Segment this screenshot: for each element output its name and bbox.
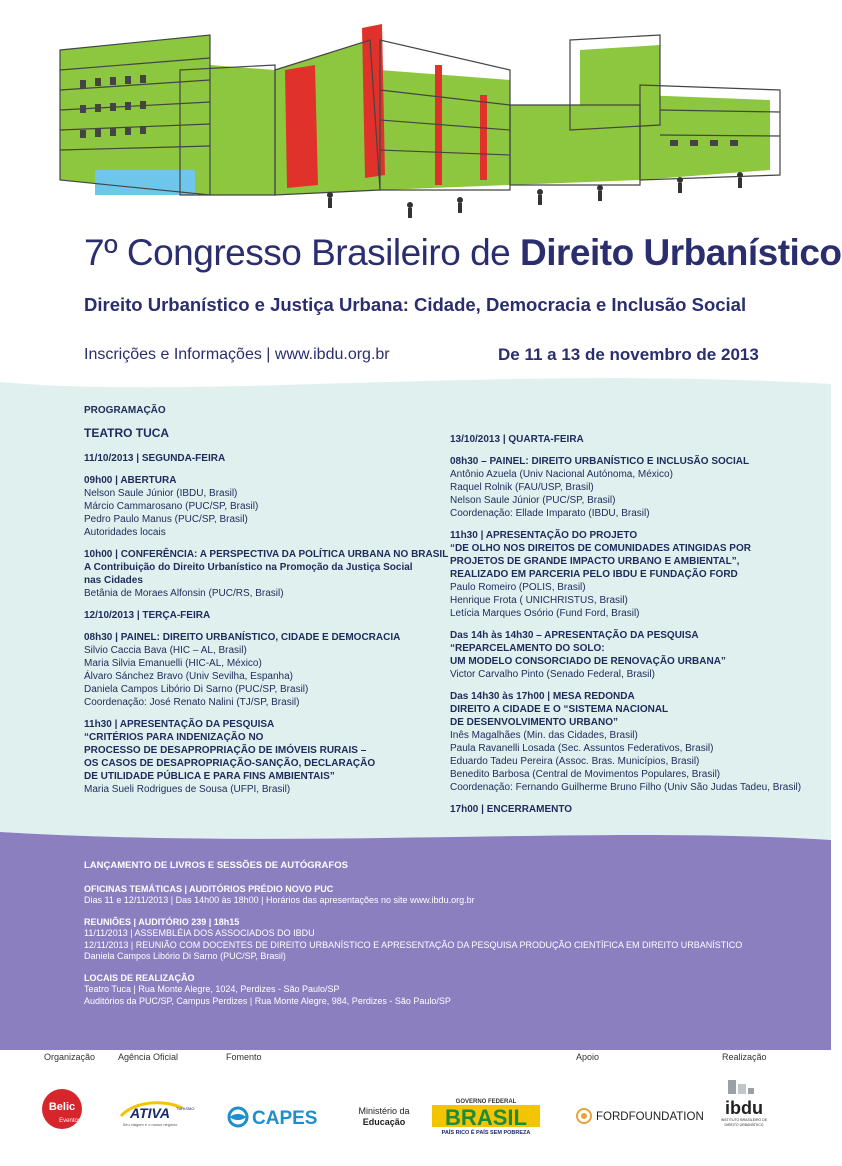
label-fomento: Fomento bbox=[226, 1052, 262, 1062]
block-text-line: Coordenação: José Renato Nalini (TJ/SP, Brasil) bbox=[84, 697, 300, 708]
block-text-line: Paula Ravanelli Losada (Sec. Assuntos Federativos, Brasil) bbox=[450, 743, 714, 754]
congress-subtitle: Direito Urbanístico e Justiça Urbana: Cidade, Democracia e Inclusão Social bbox=[84, 294, 747, 315]
ativa-logo bbox=[116, 1098, 195, 1130]
book-launch-heading: LANÇAMENTO DE LIVROS E SESSÕES DE AUTÓGRAFOS bbox=[84, 860, 348, 871]
program-block bbox=[84, 548, 449, 600]
venue-heading: TEATRO TUCA bbox=[84, 426, 170, 440]
block-heading-line: 11h30 | APRESENTAÇÃO DO PROJETO bbox=[450, 530, 638, 541]
block-text-line: Auditórios da PUC/SP, Campus Perdizes | Rua Monte Alegre, 984, Perdizes - São Paulo/SP bbox=[84, 995, 451, 1006]
block-text-line: 11/11/2013 | ASSEMBLÉIA DOS ASSOCIADOS DO IBDU bbox=[84, 928, 315, 938]
block-text-line: Daniela Campos Libório Di Sarno (PUC/SP, Brasil) bbox=[84, 951, 286, 961]
label-realizacao: Realização bbox=[722, 1052, 767, 1062]
ativa-sub-text: TURISMO bbox=[176, 1106, 195, 1111]
block-heading-line: “DE OLHO NOS DIREITOS DE COMUNIDADES ATINGIDAS POR bbox=[450, 543, 751, 554]
block-text-line: 12/11/2013 | REUNIÃO COM DOCENTES DE DIREITO URBANÍSTICO E APRESENTAÇÃO DA PESQUISA PRODUÇÃO CIENTÍFICA EM DIREITO URBANÍSTICO bbox=[84, 939, 743, 950]
block-text-line: Silvio Caccia Bava (HIC – AL, Brasil) bbox=[84, 645, 247, 656]
block-heading-line: LOCAIS DE REALIZAÇÃO bbox=[84, 972, 195, 983]
program-block bbox=[84, 884, 804, 907]
program-block bbox=[84, 452, 434, 465]
block-heading-line: 09h00 | ABERTURA bbox=[84, 475, 177, 486]
program-block bbox=[84, 609, 434, 622]
ibdu-text: ibdu bbox=[725, 1098, 763, 1118]
block-text-line: Victor Carvalho Pinto (Senado Federal, Brasil) bbox=[450, 669, 655, 680]
right-program-blocks bbox=[450, 433, 810, 816]
brasil-top-text: GOVERNO FEDERAL bbox=[455, 1099, 517, 1105]
block-heading-line: 10h00 | CONFERÊNCIA: A PERSPECTIVA DA POLÍTICA URBANA NO BRASIL bbox=[84, 549, 449, 560]
block-heading-line: nas Cidades bbox=[84, 575, 143, 586]
block-text-line: Maria Silvia Emanuelli (HIC-AL, México) bbox=[84, 658, 262, 669]
block-text-line: Márcio Cammarosano (PUC/SP, Brasil) bbox=[84, 501, 259, 512]
block-heading-line: OS CASOS DE DESAPROPRIAÇÃO-SANÇÃO, DECLARAÇÃO bbox=[84, 758, 376, 769]
block-heading-line: REALIZADO EM PARCERIA PELO IBDU E FUNDAÇÃO FORD bbox=[450, 569, 738, 580]
block-text-line: Inês Magalhães (Min. das Cidades, Brasil) bbox=[450, 730, 638, 741]
ativa-text: ATIVA bbox=[130, 1105, 170, 1121]
program-right-column bbox=[450, 433, 810, 825]
block-text-line: Maria Sueli Rodrigues de Sousa (UFPI, Brasil) bbox=[84, 784, 291, 795]
city-buildings-illustration bbox=[40, 10, 800, 230]
program-block bbox=[84, 631, 434, 709]
event-blocks bbox=[84, 884, 804, 1008]
ibdu-sub-line-1: INSTITUTO BRASILEIRO DE bbox=[720, 1118, 768, 1122]
left-program-blocks bbox=[84, 452, 449, 796]
program-block bbox=[450, 629, 810, 681]
block-heading-line: 08h30 – PAINEL: DIREITO URBANÍSTICO E INCLUSÃO SOCIAL bbox=[450, 456, 750, 467]
block-heading-line: DE DESENVOLVIMENTO URBANO” bbox=[450, 717, 618, 728]
ministerio-logo bbox=[352, 1106, 416, 1128]
block-text-line: Coordenação: Fernando Guilherme Bruno Filho (Univ São Judas Tadeu, Brasil) bbox=[450, 782, 802, 793]
block-heading-line: “REPARCELAMENTO DO SOLO: bbox=[450, 643, 605, 654]
belic-text: Belic bbox=[48, 1101, 76, 1113]
block-heading-line: A Contribuição do Direito Urbanístico na Promoção da Justiça Social bbox=[84, 562, 413, 573]
capes-text: CAPES bbox=[252, 1108, 318, 1129]
block-text-line: Nelson Saule Júnior (IBDU, Brasil) bbox=[84, 488, 238, 499]
block-heading-line: DIREITO A CIDADE E O “SISTEMA NACIONAL bbox=[450, 704, 669, 715]
block-heading-line: “CRITÉRIOS PARA INDENIZAÇÃO NO bbox=[84, 732, 264, 743]
program-left-column bbox=[84, 404, 449, 805]
ibdu-sub-line-2: DIREITO URBANÍSTICO bbox=[724, 1123, 764, 1127]
block-heading-line: 13/10/2013 | QUARTA-FEIRA bbox=[450, 434, 584, 445]
congress-title: 7º Congresso Brasileiro de Direito Urbanístico bbox=[84, 232, 842, 273]
block-text-line: Paulo Romeiro (POLIS, Brasil) bbox=[450, 582, 586, 593]
program-block bbox=[84, 718, 434, 796]
block-heading-line: 11/10/2013 | SEGUNDA-FEIRA bbox=[84, 453, 226, 464]
block-text-line: Pedro Paulo Manus (PUC/SP, Brasil) bbox=[84, 514, 248, 525]
block-text-line: Benedito Barbosa (Central de Movimentos Populares, Brasil) bbox=[450, 769, 721, 780]
brasil-text: BRASIL bbox=[445, 1105, 527, 1130]
program-block bbox=[84, 474, 434, 539]
block-text-line: Autoridades locais bbox=[84, 527, 166, 538]
block-heading-line: OFICINAS TEMÁTICAS | AUDITÓRIOS PRÉDIO NOVO PUC bbox=[84, 883, 334, 894]
belic-logo bbox=[40, 1088, 90, 1130]
block-heading-line: REUNIÕES | AUDITÓRIO 239 | 18h15 bbox=[84, 916, 240, 927]
block-heading-line: PROJETOS DE GRANDE IMPACTO URBANO E AMBIENTAL”, bbox=[450, 556, 740, 567]
ibdu-logo bbox=[718, 1078, 772, 1130]
block-text-line: Dias 11 e 12/11/2013 | Das 14h00 às 18h00 | Horários das apresentações no site www.ibdu.org.br bbox=[84, 895, 475, 905]
block-heading-line: UM MODELO CONSORCIADO DE RENOVAÇÃO URBANA” bbox=[450, 656, 726, 667]
governo-federal-brasil-logo bbox=[430, 1096, 542, 1136]
ford-foundation-logo bbox=[574, 1104, 704, 1128]
block-heading-line: DE UTILIDADE PÚBLICA E PARA FINS AMBIENTAIS” bbox=[84, 771, 335, 782]
registration-info: Inscrições e Informações | www.ibdu.org.br bbox=[84, 346, 390, 363]
program-block bbox=[84, 917, 804, 963]
block-text-line: Nelson Saule Júnior (PUC/SP, Brasil) bbox=[450, 495, 616, 506]
block-text-line: Antônio Azuela (Univ Nacional Autónoma, México) bbox=[450, 469, 673, 480]
block-text-line: Teatro Tuca | Rua Monte Alegre, 1024, Perdizes - São Paulo/SP bbox=[84, 984, 340, 994]
label-organizacao: Organização bbox=[44, 1052, 96, 1062]
block-heading-line: Das 14h30 às 17h00 | MESA REDONDA bbox=[450, 691, 635, 702]
block-text-line: Raquel Rolnik (FAU/USP, Brasil) bbox=[450, 482, 594, 493]
block-heading-line: PROCESSO DE DESAPROPRIAÇÃO DE IMÓVEIS RURAIS – bbox=[84, 745, 367, 756]
block-heading-line: Das 14h às 14h30 – APRESENTAÇÃO DA PESQUISA bbox=[450, 630, 699, 641]
block-heading-line: 12/10/2013 | TERÇA-FEIRA bbox=[84, 610, 211, 621]
block-text-line: Letícia Marques Osório (Fund Ford, Brasil) bbox=[450, 608, 640, 619]
program-block bbox=[450, 803, 810, 816]
brasil-tagline: PAÍS RICO É PAÍS SEM POBREZA bbox=[441, 1130, 531, 1136]
belic-sub-text: Eventos bbox=[59, 1118, 81, 1124]
label-agencia: Agência Oficial bbox=[118, 1052, 179, 1062]
program-heading: PROGRAMAÇÃO bbox=[84, 405, 166, 416]
block-heading-line: 11h30 | APRESENTAÇÃO DA PESQUISA bbox=[84, 719, 275, 730]
capes-logo bbox=[226, 1104, 338, 1130]
event-dates: De 11 a 13 de novembro de 2013 bbox=[498, 345, 759, 364]
block-text-line: Coordenação: Ellade Imparato (IBDU, Brasil) bbox=[450, 508, 650, 519]
block-text-line: Betânia de Moraes Alfonsin (PUC/RS, Brasil) bbox=[84, 588, 284, 599]
ford-text: FORDFOUNDATION bbox=[596, 1111, 704, 1123]
label-apoio: Apoio bbox=[576, 1052, 600, 1062]
block-text-line: Daniela Campos Libório Di Sarno (PUC/SP, Brasil) bbox=[84, 684, 309, 695]
ministerio-line-1: Ministério da bbox=[358, 1106, 410, 1116]
block-text-line: Henrique Frota ( UNICHRISTUS, Brasil) bbox=[450, 595, 628, 606]
program-block bbox=[450, 690, 810, 794]
program-block bbox=[450, 529, 810, 620]
block-heading-line: 08h30 | PAINEL: DIREITO URBANÍSTICO, CIDADE E DEMOCRACIA bbox=[84, 632, 401, 643]
events-section bbox=[84, 860, 804, 1017]
block-text-line: Eduardo Tadeu Pereira (Assoc. Bras. Municípios, Brasil) bbox=[450, 756, 700, 767]
block-heading-line: 17h00 | ENCERRAMENTO bbox=[450, 804, 573, 815]
program-block bbox=[450, 433, 810, 446]
ministerio-line-2: Educação bbox=[362, 1117, 406, 1127]
program-block bbox=[450, 455, 810, 520]
ativa-tagline: Seu viagem é o nosso negócio bbox=[122, 1122, 178, 1127]
program-block bbox=[84, 973, 804, 1008]
block-text-line: Álvaro Sánchez Bravo (Univ Sevilha, Espanha) bbox=[84, 671, 293, 682]
